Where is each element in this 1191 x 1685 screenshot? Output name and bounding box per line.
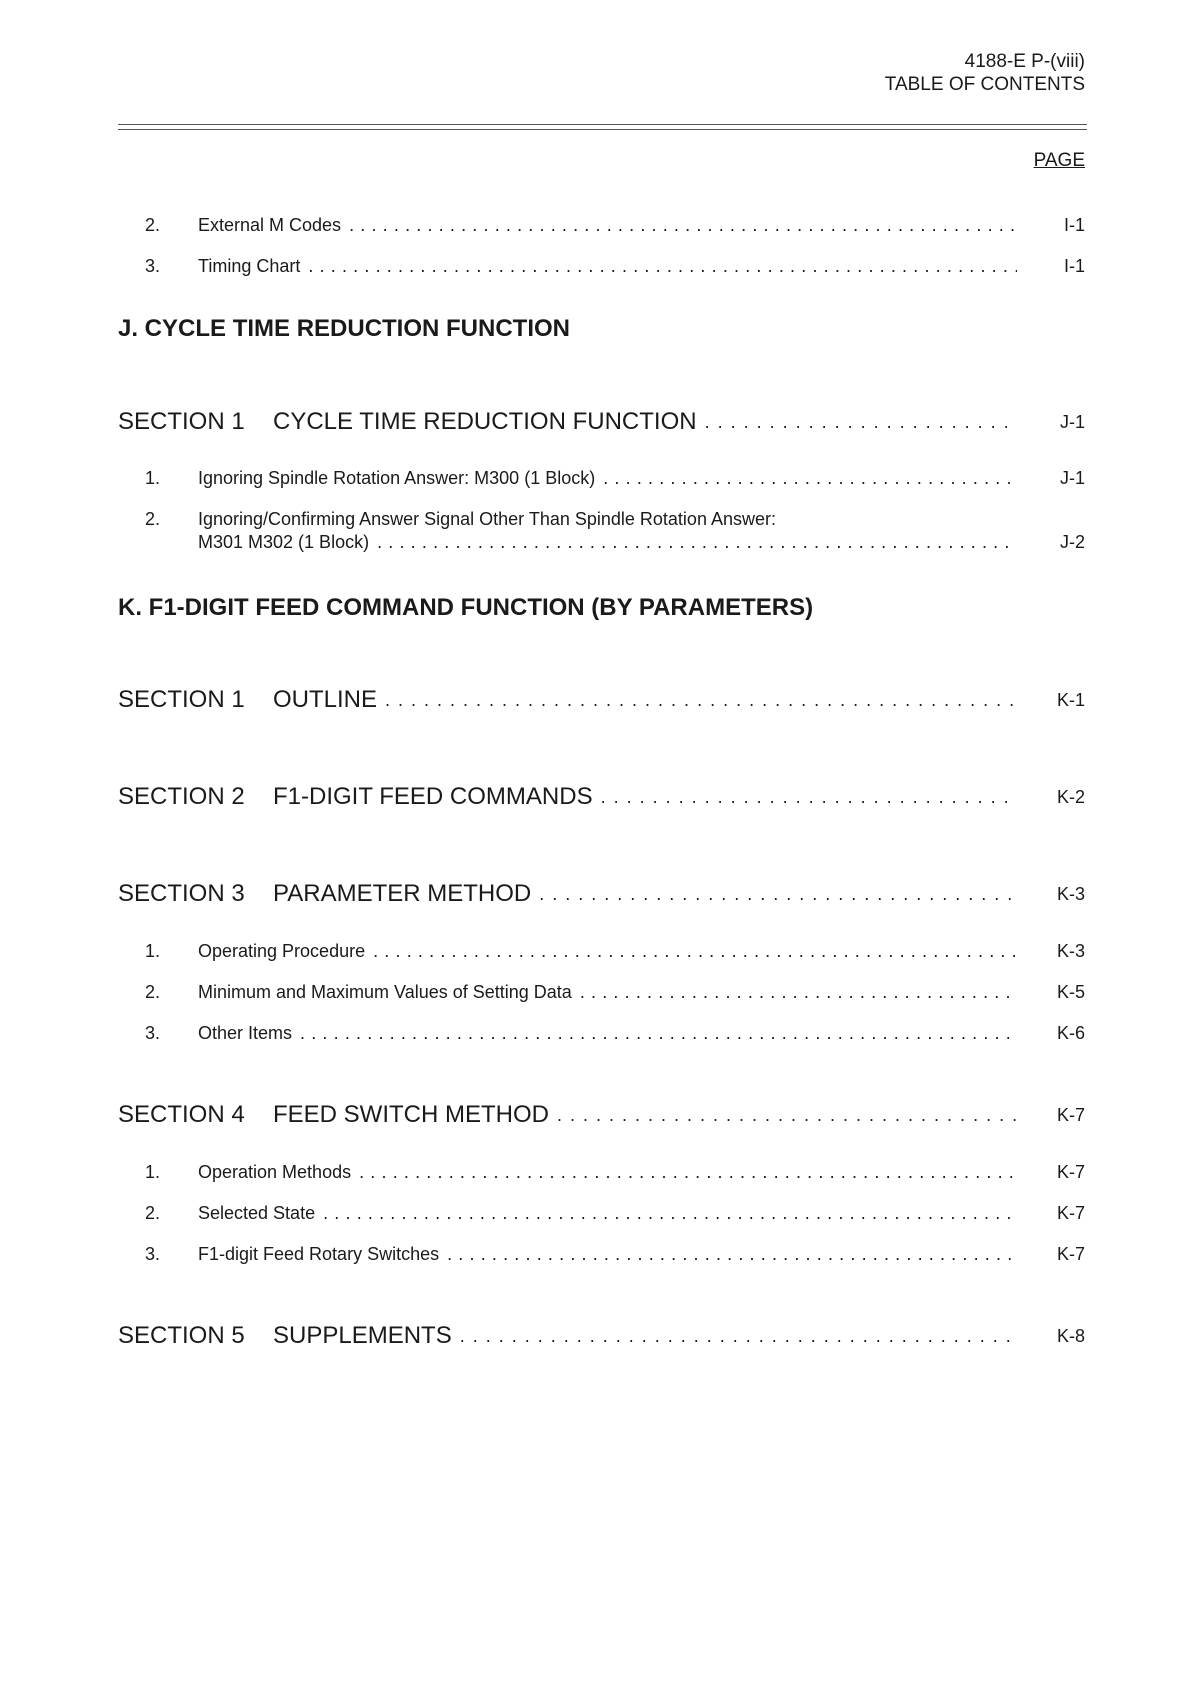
section-number: SECTION 2 <box>118 783 245 810</box>
toc-section[interactable] <box>0 1099 1191 1131</box>
toc-item-page: K-6 <box>1056 1023 1085 1043</box>
section-number: SECTION 3 <box>118 880 245 907</box>
section-title: F1-DIGIT FEED COMMANDS <box>273 783 593 810</box>
section-title: SUPPLEMENTS <box>273 1322 452 1349</box>
leader-dots <box>341 212 1017 238</box>
toc-item-title: Ignoring Spindle Rotation Answer: M300 (1 Block) <box>198 468 596 488</box>
toc-item-title: Other Items <box>198 1023 293 1043</box>
toc-item-title: Operating Procedure <box>198 941 366 961</box>
toc-item-page: K-7 <box>1056 1203 1085 1223</box>
toc-item[interactable] <box>0 465 1191 491</box>
toc-item-continuation[interactable] <box>0 529 1191 555</box>
page-column-label: PAGE <box>1033 150 1085 171</box>
toc-item-number: 2. <box>145 509 161 529</box>
toc-item-number: 1. <box>145 1162 161 1182</box>
toc-item-page: K-7 <box>1056 1244 1085 1264</box>
leader-dots <box>351 1159 1017 1185</box>
page-header <box>885 50 1085 96</box>
leader-dots <box>593 781 1017 813</box>
toc-item-title-line1: Ignoring/Confirming Answer Signal Other Than Spindle Rotation Answer: <box>198 509 776 529</box>
leader-dots <box>595 465 1017 491</box>
section-title: PARAMETER METHOD <box>273 880 532 907</box>
toc-section[interactable] <box>0 406 1191 438</box>
toc-item[interactable] <box>0 1159 1191 1185</box>
toc-item-title: F1-digit Feed Rotary Switches <box>198 1244 440 1264</box>
section-page: K-1 <box>1056 690 1085 710</box>
leader-dots <box>315 1200 1017 1226</box>
toc-item-title: Selected State <box>198 1203 316 1223</box>
toc-item[interactable] <box>0 1020 1191 1046</box>
toc-item-number: 1. <box>145 468 161 488</box>
part-heading-j: J. CYCLE TIME REDUCTION FUNCTION <box>118 315 571 342</box>
section-title: OUTLINE <box>273 686 378 713</box>
section-title: FEED SWITCH METHOD <box>273 1101 549 1128</box>
toc-item-page: I-1 <box>1063 256 1085 276</box>
toc-item-number: 2. <box>145 982 161 1002</box>
leader-dots <box>439 1241 1017 1267</box>
toc-item-title: External M Codes <box>198 215 342 235</box>
leader-dots <box>300 253 1017 279</box>
toc-section[interactable] <box>0 781 1191 813</box>
section-page: K-7 <box>1056 1105 1085 1125</box>
leader-dots <box>531 878 1017 910</box>
toc-item-title: Operation Methods <box>198 1162 352 1182</box>
section-number: SECTION 1 <box>118 686 245 713</box>
toc-item-page: K-3 <box>1056 941 1085 961</box>
header-rule-top <box>118 124 1087 125</box>
section-page: J-1 <box>1059 412 1085 432</box>
header-title: TABLE OF CONTENTS <box>884 74 1085 95</box>
part-heading-k: K. F1-DIGIT FEED COMMAND FUNCTION (BY PARAMETERS) <box>118 594 814 621</box>
leader-dots <box>697 406 1017 438</box>
toc-item-number: 2. <box>145 1203 161 1223</box>
document-reference: 4188-E P-(viii) <box>964 51 1085 72</box>
section-number: SECTION 1 <box>118 408 245 435</box>
toc-item-number: 3. <box>145 1244 161 1264</box>
toc-item[interactable] <box>0 212 1191 238</box>
toc-item-page: K-5 <box>1056 982 1085 1002</box>
toc-item-title: Timing Chart <box>198 256 301 276</box>
leader-dots <box>377 684 1017 716</box>
leader-dots <box>369 529 1017 555</box>
toc-section[interactable] <box>0 1320 1191 1352</box>
toc-section[interactable] <box>0 684 1191 716</box>
toc-item[interactable] <box>0 938 1191 964</box>
section-number: SECTION 5 <box>118 1322 245 1349</box>
leader-dots <box>292 1020 1017 1046</box>
toc-item[interactable] <box>0 1200 1191 1226</box>
toc-item[interactable] <box>0 979 1191 1005</box>
toc-item-page: J-2 <box>1059 532 1085 552</box>
toc-item-number: 3. <box>145 256 161 276</box>
toc-item-page: J-1 <box>1059 468 1085 488</box>
leader-dots <box>549 1099 1017 1131</box>
toc-item-title-line2: M301 M302 (1 Block) <box>198 532 370 552</box>
toc-item-page: I-1 <box>1063 215 1085 235</box>
section-number: SECTION 4 <box>118 1101 245 1128</box>
section-page: K-8 <box>1056 1326 1085 1346</box>
section-page: K-3 <box>1056 884 1085 904</box>
toc-item-title: Minimum and Maximum Values of Setting Data <box>198 982 572 1002</box>
section-title: CYCLE TIME REDUCTION FUNCTION <box>273 408 697 435</box>
toc-item[interactable] <box>0 1241 1191 1267</box>
leader-dots <box>365 938 1017 964</box>
toc-section[interactable] <box>0 878 1191 910</box>
toc-item-page: K-7 <box>1056 1162 1085 1182</box>
section-page: K-2 <box>1056 787 1085 807</box>
toc-item[interactable] <box>0 253 1191 279</box>
leader-dots <box>572 979 1017 1005</box>
leader-dots <box>452 1320 1017 1352</box>
toc-item-number: 2. <box>145 215 161 235</box>
header-rule-bottom <box>118 129 1087 130</box>
toc-item-number: 1. <box>145 941 161 961</box>
toc-item-number: 3. <box>145 1023 161 1043</box>
